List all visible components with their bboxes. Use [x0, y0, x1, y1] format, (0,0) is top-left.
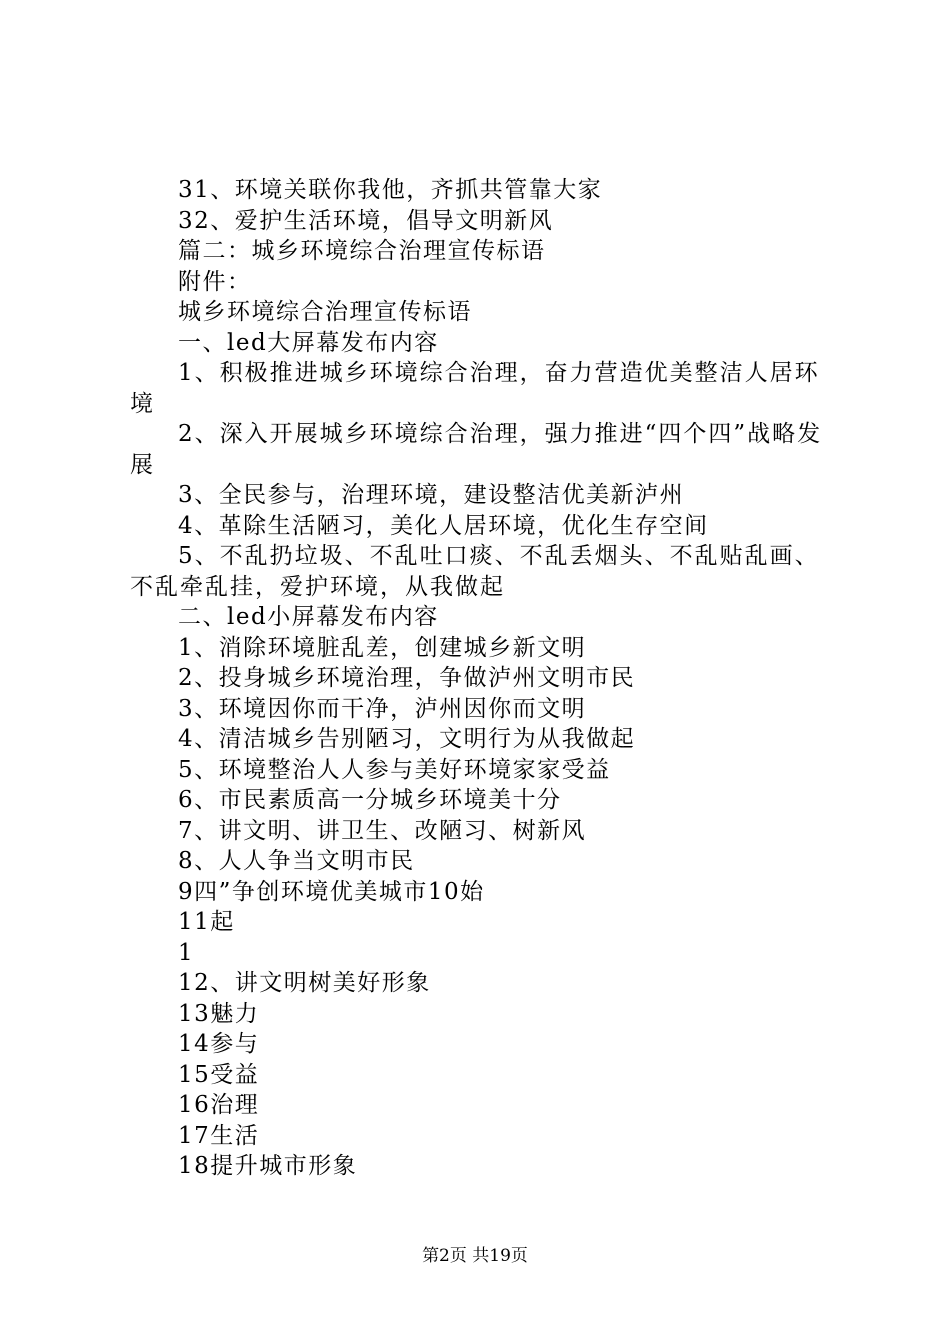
list-item: 8、人人争当文明市民	[178, 848, 415, 874]
list-item: 16治理	[178, 1092, 260, 1118]
text-paragraph: 2、深入开展城乡环境综合治理，强力推进“四个四”战略发展	[130, 421, 823, 478]
list-item: 13魅力	[178, 1000, 260, 1027]
list-item: 18提升城市形象	[178, 1153, 358, 1179]
text-line: 32、爱护生活环境，倡导文明新风	[178, 207, 554, 234]
list-item: 15受益	[178, 1061, 260, 1088]
subsection-heading: 二、led小屏幕发布内容	[178, 604, 439, 630]
list-item: 2、投身城乡环境治理，争做泸州文明市民	[178, 665, 636, 691]
text-line: 4、革除生活陋习，美化人居环境，优化生存空间	[178, 512, 709, 539]
section-heading: 篇二：城乡环境综合治理宣传标语	[178, 238, 546, 264]
text-paragraph: 1、积极推进城乡环境综合治理，奋力营造优美整洁人居环境	[130, 360, 820, 417]
subsection-heading: 一、led大屏幕发布内容	[178, 329, 439, 356]
list-item: 4、清洁城乡告别陋习，文明行为从我做起	[178, 726, 636, 752]
text-line: 31、环境关联你我他，齐抓共管靠大家	[178, 177, 603, 203]
list-item: 9四”争创环境优美城市10始	[178, 878, 485, 905]
list-item: 11起	[178, 909, 235, 935]
list-item: 3、环境因你而干净，泸州因你而文明	[178, 695, 587, 722]
text-line: 3、全民参与，治理环境，建设整洁优美新泸州	[178, 482, 685, 508]
list-item: 6、市民素质高一分城乡环境美十分	[178, 787, 562, 813]
text-line: 附件：	[178, 268, 252, 295]
page-number-footer: 第2页 共19页	[422, 1246, 528, 1266]
list-item: 5、环境整治人人参与美好环境家家受益	[178, 756, 611, 783]
list-item: 12、讲文明树美好形象	[178, 970, 431, 996]
text-paragraph: 5、不乱扔垃圾、不乱吐口痰、不乱丢烟头、不乱贴乱画、不乱牵乱挂，爱护环境，从我做起	[130, 543, 820, 600]
list-item: 14参与	[178, 1031, 260, 1057]
text-line: 城乡环境综合治理宣传标语	[178, 299, 472, 325]
list-item: 1	[178, 939, 195, 966]
list-item: 7、讲文明、讲卫生、改陋习、树新风	[178, 817, 587, 844]
list-item: 17生活	[178, 1122, 260, 1149]
document-body	[130, 175, 830, 1182]
list-item: 1、消除环境脏乱差，创建城乡新文明	[178, 634, 587, 661]
